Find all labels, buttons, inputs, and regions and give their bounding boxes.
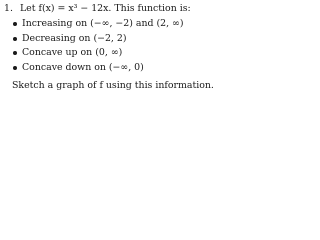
bullet-icon [13, 51, 17, 55]
statement-suffix: This function is: [114, 3, 191, 14]
property-interval: (−∞, −2) and (2, ∞) [90, 18, 184, 29]
problem-document [0, 0, 214, 102]
property-interval: (0, ∞) [95, 47, 123, 59]
function-expression: f(x) = x³ − 12x. [38, 3, 112, 14]
bullet-icon [13, 37, 17, 41]
property-label: Concave down on [22, 61, 106, 73]
property-list [12, 17, 184, 75]
problem-number: 1. [4, 3, 13, 14]
property-label: Increasing on [22, 18, 88, 29]
bullet-icon [13, 66, 17, 70]
property-increasing [12, 17, 184, 32]
property-label: Decreasing on [22, 32, 91, 44]
problem-statement [4, 2, 191, 15]
instruction-text: Sketch a graph of f using this information. [12, 80, 214, 91]
bullet-icon [13, 22, 17, 26]
property-concave-up [12, 46, 184, 61]
property-interval: (−∞, 0) [108, 61, 144, 73]
property-decreasing [12, 32, 184, 47]
property-concave-down [12, 61, 184, 76]
property-label: Concave up on [22, 47, 93, 59]
statement-prefix: Let [19, 3, 36, 14]
property-interval: (−2, 2) [93, 32, 127, 44]
